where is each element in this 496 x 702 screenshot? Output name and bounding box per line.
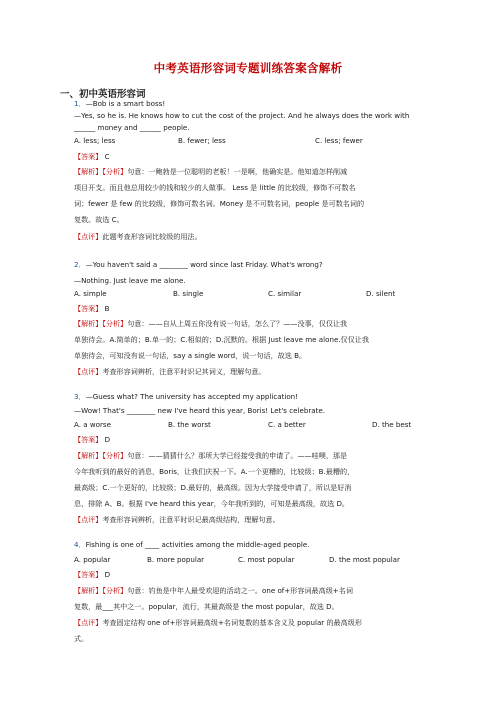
label-prefix: 【解析】【分析】 — [74, 586, 128, 595]
answer-label: 【答案】 — [74, 304, 103, 313]
question-3-line-1 — [74, 391, 430, 404]
question-3-analysis-1 — [74, 450, 430, 463]
document-title: 中考英语形容词专题训练答案含解析 — [153, 61, 343, 75]
question-1-line-1 — [74, 98, 430, 111]
answer-value: B — [104, 304, 110, 313]
question-4-analysis-1 — [74, 585, 430, 598]
label-text: 句意：钓鱼是中年人最受欢迎的活动之一。one of+形容词最高级+名词 — [127, 586, 353, 595]
question-1-analysis-1 — [74, 166, 430, 179]
question-stem: —Bob is a smart boss! — [85, 99, 166, 108]
question-stem: Fishing is one of ____ activities among the middle-aged people. — [85, 540, 310, 549]
question-2-line-1 — [74, 259, 430, 272]
question-4-analysis-2: 复数，最___其中之一。popular，流行，其最高级是 the most popular，故选 D。 — [74, 602, 339, 611]
answer-label: 【答案】 — [74, 152, 103, 161]
question-number: 3． — [74, 392, 86, 401]
answer-value: D — [104, 435, 111, 444]
option-c: C. most popular — [238, 555, 295, 564]
label-prefix: 【点评】 — [74, 515, 103, 524]
label-text: 句意：——自从上周五你没有说一句话，怎么了？——没事，仅仅让我 — [127, 319, 348, 328]
section-heading: 一、初中英语形容词 — [60, 89, 146, 100]
option-a: A. a worse — [74, 420, 111, 429]
question-3-analysis-3: 最高级；C.一个更好的，比较级；D.最好的，最高级。因为大学接受申请了，所以是好消 — [74, 483, 352, 492]
question-1-analysis-4: 复数。故选 C。 — [74, 215, 124, 224]
option-b: B. the worst — [168, 420, 211, 429]
option-b: B. fewer; less — [178, 136, 226, 145]
label-text: 考查形容词辨析，注意平时识记最高级结构，理解句意。 — [102, 515, 280, 524]
label-text: 句意：一鲍勃是一位聪明的老板！一是啊，他确实是。他知道怎样削减 — [127, 167, 348, 176]
question-4-answer — [74, 569, 430, 582]
question-1-line-3: ______ money and ______ people. — [74, 123, 190, 132]
question-number: 1． — [74, 99, 86, 108]
question-2-comment — [74, 366, 430, 379]
label-text: 考查固定结构 one of+形容词最高级+名词复数的基本含义及 popular 的最高级形 — [102, 618, 362, 627]
label-text: 句意：——猜猜什么？那所大学已经接受我的申请了。——哇噢，那是 — [127, 451, 348, 460]
label-prefix: 【点评】 — [74, 618, 103, 627]
question-2-analysis-1 — [74, 318, 430, 331]
option-b: B. more popular — [147, 555, 205, 564]
option-b: B. single — [173, 289, 204, 298]
label-prefix: 【解析】【分析】 — [74, 451, 128, 460]
question-3-answer — [74, 434, 430, 447]
question-3-analysis-2: 今年我听到的最好的消息，Boris，让我们庆祝一下。A.一个更糟的，比较级；B.最糟的， — [74, 467, 355, 476]
answer-value: D — [104, 570, 111, 579]
answer-value: C — [104, 152, 110, 161]
question-1-analysis-2: 项目开支。而且他总用较少的钱和较少的人做事。 Less 是 little 的比较级，修饰不可数名 — [74, 183, 356, 192]
question-1-comment — [74, 231, 430, 244]
option-d: D. the most popular — [329, 555, 400, 564]
label-text: 此题考查形容词比较级的用法。 — [102, 232, 202, 241]
option-d: D. silent — [366, 289, 396, 298]
option-a: A. popular — [74, 555, 111, 564]
question-number: 4． — [74, 540, 86, 549]
question-2-line-2: —Nothing. Just leave me alone. — [74, 276, 186, 285]
option-c: C. a better — [268, 420, 306, 429]
option-c: C. similar — [268, 289, 302, 298]
question-3-line-2: —Wow! That's ________ new I've heard this year, Boris! Let's celebrate. — [74, 406, 326, 415]
label-text: 考查形容词辨析，注意平时识记其词义，理解句意。 — [102, 367, 266, 376]
question-3-comment — [74, 514, 430, 527]
question-3-analysis-4: 息，排除 A、B。根据 I've heard this year，今年我听到的，可知是最高级，故选 D。 — [74, 499, 350, 508]
question-2-analysis-2: 单独待会。A.简单的；B.单一的；C.相似的；D.沉默的。根据 Just leave me alone.仅仅让我 — [74, 335, 369, 344]
label-prefix: 【点评】 — [74, 232, 103, 241]
label-prefix: 【点评】 — [74, 367, 103, 376]
question-stem: —You haven't said a ________ word since last Friday. What's wrong? — [85, 260, 323, 269]
question-2-analysis-3: 单独待会，可知没有说一句话，say a single word，说一句话，故选 B。 — [74, 351, 307, 360]
question-4-line-1 — [74, 539, 430, 552]
question-2-answer — [74, 303, 430, 316]
question-4-comment-2: 式。 — [74, 634, 89, 643]
question-1-answer — [74, 151, 430, 164]
option-c: C. less; fewer — [315, 136, 363, 145]
question-1-analysis-3: 词；fewer 是 few 的比较级，修饰可数名词。Money 是不可数名词，people 是可数名词的 — [74, 199, 365, 208]
question-stem: —Guess what? The university has accepted my application! — [85, 392, 298, 401]
label-prefix: 【解析】【分析】 — [74, 167, 128, 176]
option-a: A. less; less — [74, 136, 116, 145]
answer-label: 【答案】 — [74, 570, 103, 579]
question-number: 2． — [74, 260, 86, 269]
option-a: A. simple — [74, 289, 107, 298]
label-prefix: 【解析】【分析】 — [74, 319, 128, 328]
option-d: D. the best — [372, 420, 412, 429]
answer-label: 【答案】 — [74, 435, 103, 444]
question-4-comment-1 — [74, 617, 430, 630]
question-1-line-2: —Yes, so he is. He knows how to cut the cost of the project. And he always does the work with — [74, 111, 410, 120]
